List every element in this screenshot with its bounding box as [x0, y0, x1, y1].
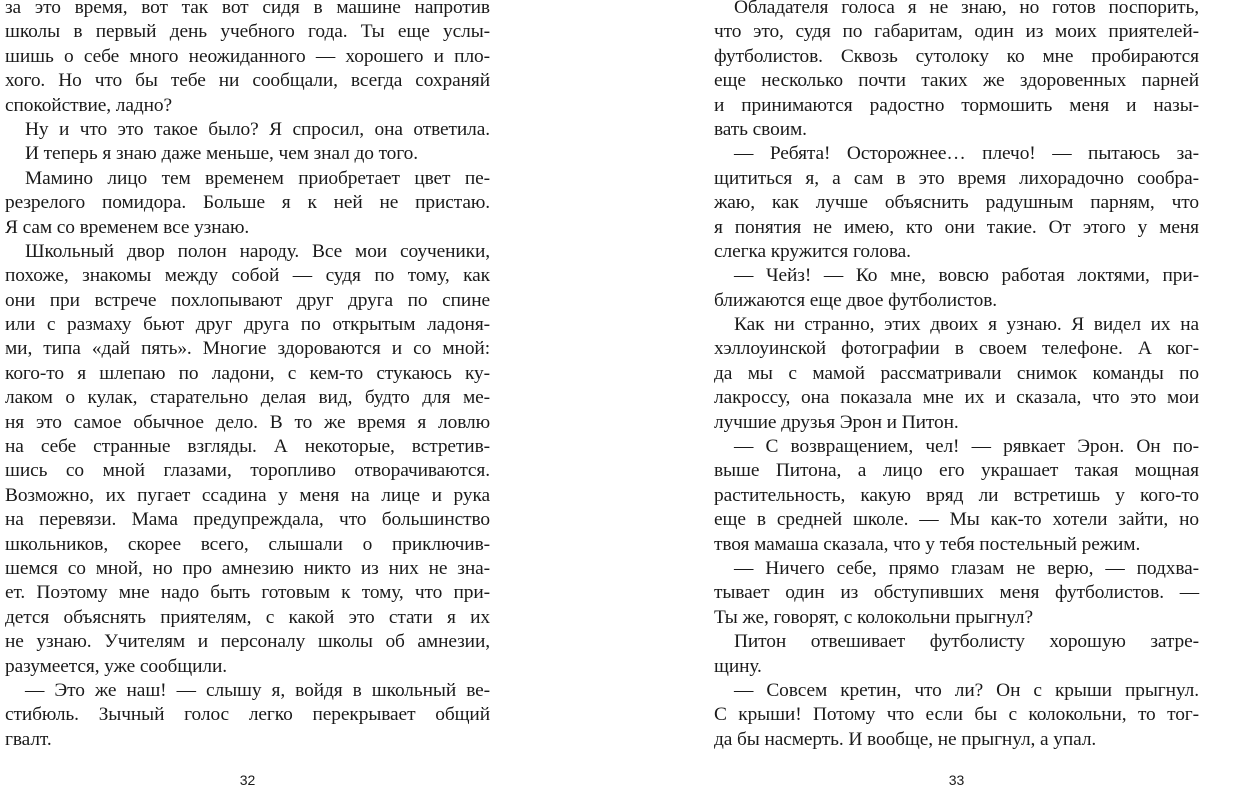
text-line: И теперь я знаю даже меньше, чем знал до того.	[25, 143, 418, 165]
text-line: вать своим.	[714, 118, 807, 140]
text-line: дется объяснять приятелям, с какой это стати я их	[5, 606, 490, 628]
text-line: лакроссу, она показала мне их и сказала, что это мои	[714, 387, 1199, 409]
text-line: они при встрече похлопывают друг друга по спине	[5, 289, 490, 311]
text-line: что это, судя по габаритам, один из моих приятелей-	[714, 21, 1199, 43]
page-number: 32	[239, 772, 256, 788]
text-line: Обладателя голоса я не знаю, но готов поспорить,	[734, 0, 1199, 18]
text-line: тывает один из обступивших меня футболистов. —	[714, 582, 1199, 604]
text-line: Возможно, их пугает ссадина у меня на лице и рука	[5, 484, 490, 506]
text-line: Школьный двор полон народу. Все мои соученики,	[25, 240, 490, 262]
text-line: хого. Но что бы тебе ни сообщали, всегда сохраняй	[5, 70, 490, 92]
left-page	[5, 0, 490, 804]
text-line: спокойствие, ладно?	[5, 94, 173, 116]
text-line: выше Питона, а лицо его украшает такая мощная	[714, 460, 1199, 482]
text-line: за это время, вот так вот сидя в машине напротив	[5, 0, 490, 18]
text-line: разумеется, уже сообщили.	[5, 655, 228, 677]
text-line: щититься я, а сам в это время лихорадочно сообра-	[714, 167, 1199, 189]
text-line: шись со мной глазами, торопливо отворачиваются.	[5, 460, 490, 482]
text-line: твоя мамаша сказала, что у тебя постельный режим.	[714, 533, 1141, 555]
right-page-text	[714, 0, 1199, 752]
right-page	[714, 0, 1199, 804]
text-line: шемся со мной, но про амнезию никто из них не зна-	[5, 557, 490, 579]
text-line: на перевязи. Мама предупреждала, что большинство	[5, 509, 490, 531]
text-line: на себе странные взгляды. А некоторые, встретив-	[5, 436, 490, 458]
text-line: я понятия не имею, кто они такие. От этого у меня	[714, 216, 1199, 238]
text-line: ня это самое обычное дело. В то же время я ловлю	[5, 411, 490, 433]
left-page-text	[5, 0, 490, 752]
text-line: похоже, знакомы между собой — судя по тому, как	[5, 265, 490, 287]
text-line: школы в первый день учебного года. Ты еще услы-	[5, 21, 490, 43]
text-line: стибюль. Зычный голос легко перекрывает общий	[5, 704, 490, 726]
text-line: еще несколько почти таких же здоровенных парней	[714, 70, 1199, 92]
text-line: лаком о кулак, старательно делая вид, будто для ме-	[5, 387, 490, 409]
text-line: ет. Поэтому мне надо быть готовым к тому, что при-	[5, 582, 490, 604]
text-line: растительность, какую вряд ли встретишь у кого-то	[714, 484, 1199, 506]
text-line: — Это же наш! — слышу я, войдя в школьный ве-	[25, 679, 490, 701]
text-line: Как ни странно, этих двоих я узнаю. Я видел их на	[734, 314, 1199, 336]
text-line: ближаются еще двое футболистов.	[714, 289, 998, 311]
text-line: слегка кружится голова.	[714, 240, 911, 262]
text-line: хэллоуинской фотографии в своем телефоне. А ког-	[714, 338, 1199, 360]
text-line: шишь о себе много неожиданного — хорошего и пло-	[5, 45, 490, 67]
text-line: — Ничего себе, прямо глазам не верю, — подхва-	[734, 557, 1199, 579]
text-line: да бы насмерть. И вообще, не прыгнул, а упал.	[714, 728, 1097, 750]
text-line: и принимаются радостно тормошить меня и назы-	[714, 94, 1199, 116]
page-number: 33	[948, 772, 965, 788]
text-line: кого-то я шлепаю по ладони, с кем-то стукаюсь ку-	[5, 362, 490, 384]
text-line: Питон отвешивает футболисту хорошую затре-	[734, 631, 1199, 653]
text-line: С крыши! Потому что если бы с колокольни, то тог-	[714, 704, 1199, 726]
text-line: щину.	[714, 655, 762, 677]
text-line: — Совсем кретин, что ли? Он с крыши прыгнул.	[734, 679, 1199, 701]
text-line: жаю, как лучше объяснить радушным парням, что	[714, 192, 1199, 214]
text-line: Мамино лицо тем временем приобретает цвет пе-	[25, 167, 490, 189]
text-line: или с размаху бьют друг друга по открытым ладоня-	[5, 314, 490, 336]
text-line: Ну и что это такое было? Я спросил, она ответила.	[25, 118, 490, 140]
text-line: лучшие друзья Эрон и Питон.	[714, 411, 959, 433]
text-line: да мы с мамой рассматривали снимок команды по	[714, 362, 1199, 384]
text-line: Я сам со временем все узнаю.	[5, 216, 250, 238]
text-line: гвалт.	[5, 728, 52, 750]
text-line: — С возвращением, чел! — рявкает Эрон. Он по-	[734, 436, 1199, 458]
text-line: резрелого помидора. Больше я к ней не пристаю.	[5, 192, 490, 214]
text-line: ми, типа «дай пять». Многие здороваются и со мной:	[5, 338, 490, 360]
text-line: еще в средней школе. — Мы как-то хотели зайти, но	[714, 509, 1199, 531]
text-line: школьников, скорее всего, слышали о приключив-	[5, 533, 490, 555]
text-line: не узнаю. Учителям и персоналу школы об амнезии,	[5, 631, 490, 653]
text-line: — Ребята! Осторожнее… плечо! — пытаюсь за-	[734, 143, 1199, 165]
text-line: Ты же, говорят, с колокольни прыгнул?	[714, 606, 1033, 628]
text-line: футболистов. Сквозь сутолоку ко мне пробираются	[714, 45, 1199, 67]
text-line: — Чейз! — Ко мне, вовсю работая локтями, при-	[734, 265, 1199, 287]
